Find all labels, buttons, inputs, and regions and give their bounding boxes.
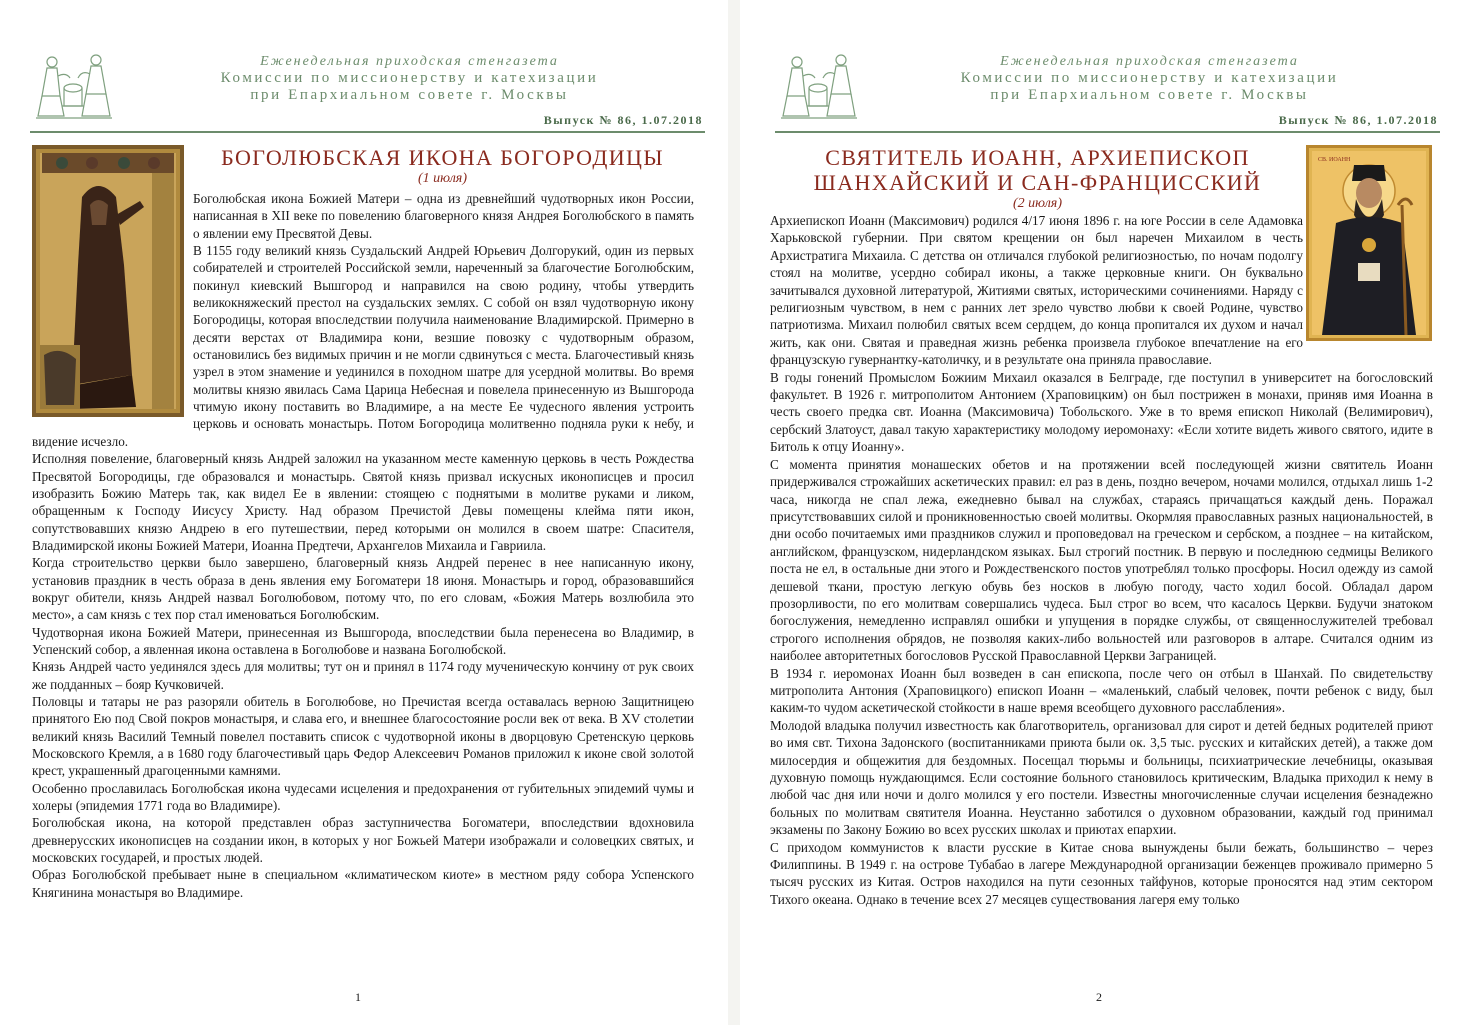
- article-header: [775, 145, 1300, 212]
- samaritan-woman-logo-icon: [775, 48, 861, 122]
- paragraph: Чудотворная икона Божией Матери, принесенная из Вышгорода, впоследствии была перенесена во Владимир, в Успенский собор, а явленная икона оставлена в Боголюбове и названа Боголюбской.: [32, 624, 694, 657]
- paragraph: Половцы и татары не раз разоряли обитель в Боголюбове, но Пречистая всегда оставалась верною Защитницею принятого Ею под Свой покров монастыря, и слава его, и внешнее благосостояние росли век от века. В XV столетии великий князь Василий Темный повелел поставить список с чудотворной иконы в дворцовую Сретенскую церковь Московского Кремля, а в 1680 году благочестивый царь Федор Алексеевич Романов приложил к иконе свой золотой крест, украшенный драгоценными камнями.: [32, 693, 694, 779]
- issue-number: Выпуск № 86, 1.07.2018: [1278, 113, 1438, 127]
- issue-number: Выпуск № 86, 1.07.2018: [543, 113, 703, 127]
- page-gutter: [728, 0, 740, 1025]
- page-number: 2: [1096, 990, 1102, 1004]
- paragraph: Боголюбская икона Божией Матери – одна из древнейший чудотворных икон России, написанная в XII веке по повелению благоверного князя Андрея Боголюбского в память о явлении ему Пресвятой Девы.: [193, 191, 694, 241]
- masthead-line-1: Еженедельная приходская стенгазета: [260, 54, 559, 69]
- paragraph: В 1155 году великий князь Суздальский Андрей Юрьевич Долгорукий, один из первых собирателей и строителей Российской земли, нареченный за благочестие Боголюбским, покинул киевский Вышгород и направился на свою родину, чтобы утвердить великокняжеский престол на суздальских землях. С собой он взял чудотворную икону Богородицы, которая впоследствии получила наименование Владимирской. Примерно в десяти верстах от Владимира кони, везшие повозку с чудотворным образом, остановились без видимых причин и не могли сдвинуться с места. Благочестивый князь узрел в этом знамение и уединился в походном шатре для усердной молитвы. Во время молитвы князю явилась Сама Царица Небесная и повелела принесенную из Вышгорода чтимую икону поставить во Владимире, а на месте Ее чудесного явления устроить церковь и основать монастырь. Потом Богородица молитвенно подняла руки к небу, и видение исчезло.: [32, 243, 694, 449]
- article-title-line-1: СВЯТИТЕЛЬ ИОАНН, АРХИЕПИСКОП: [825, 145, 1250, 170]
- masthead: [775, 48, 1440, 130]
- masthead: [30, 48, 705, 130]
- paragraph: В 1934 г. иеромонах Иоанн был возведен в сан епископа, после чего он отбыл в Шанхай. По свидетельству митрополита Антония (Храповицкого) епископ Иоанн – «маленький, слабый человек, почти ребенок с виду, был каким-то чудом аскетической стойкости в наше время всеобщего духовного расслабления».: [770, 665, 1433, 716]
- samaritan-woman-logo-icon: [30, 48, 116, 122]
- masthead-line-2: Комиссии по миссионерству и катехизации: [960, 70, 1339, 86]
- article-body: [32, 190, 694, 901]
- paragraph: Особенно прославилась Боголюбская икона чудесами исцеления и предохранения от губительных эпидемий чумы и холеры (эпидемия 1771 года во Владимире).: [32, 780, 694, 814]
- masthead-line-3: при Епархиальном совете г. Москвы: [990, 87, 1309, 103]
- masthead-divider: [775, 131, 1440, 133]
- masthead-line-1: Еженедельная приходская стенгазета: [1000, 54, 1299, 69]
- page-number: 1: [355, 990, 361, 1004]
- paragraph: С приходом коммунистов к власти русские в Китае снова вынуждены были бежать, большинство – через Филиппины. В 1949 г. на острове Тубабао в лагере Международной организации беженцев проживало примерно 5 тысяч русских из Китая. Остров находился на пути сезонных тайфунов, которые проносятся над этим сектором Тихого океана. Однако в течение всех 27 месяцев существования лагеря ему только: [770, 839, 1433, 907]
- article-title-line-2: ШАНХАЙСКИЙ И САН-ФРАНЦИССКИЙ: [813, 170, 1262, 195]
- svg-text:СВ. ИОАНН: СВ. ИОАНН: [1318, 157, 1351, 163]
- article-title: БОГОЛЮБСКАЯ ИКОНА БОГОРОДИЦЫ: [221, 145, 664, 170]
- paragraph: В годы гонений Промыслом Божиим Михаил оказался в Белграде, где поступил в университет на богословский факультет. В 1926 г. митрополитом Антонием (Храповицким) он был пострижен в монахи, приняв имя Иоанна в честь своего предка свт. Иоанна (Максимовича) Тобольского. Уже в то время епископ Николай (Велимирович), сербский Златоуст, давал такую характеристику молодому иеромонаху: «Если хотите видеть живого святого, идите в Битоль к отцу Иоанну».: [770, 369, 1433, 455]
- article-header: [190, 145, 695, 187]
- article-date: (2 июля): [1013, 196, 1062, 211]
- paragraph: Исполняя повеление, благоверный князь Андрей заложил на указанном месте каменную церковь в честь Рождества Пресвятой Богородицы, где образовался и монастырь. Святой князь призвал искусных иконописцев и просил изобразить Божию Матерь так, как видел Ее в явлении: стоящею с поднятыми в молитве руками и ликом, обращенным к Господу Иисусу Христу. Над образом Пречистой Девы помещены клейма пяти икон, сопутствовавших князю Андрею в его путешествии, перед которыми он молился в своем шатре: Спасителя, Владимирской иконы Божией Матери, Иоанна Предтечи, Архангелов Михаила и Гавриила.: [32, 451, 694, 553]
- paragraph: Молодой владыка получил известность как благотворитель, организовал для сирот и детей бедных родителей приют во имя свт. Тихона Задонского (воспитанниками приюта были ок. 3,5 тыс. русских и китайских детей), а также дом милосердия и общежития для бездомных. Посещал тюрьмы и больницы, психиатрические лечебницы, оказывая духовную помощь нуждающимся. Если состояние больного становилось критическим, Владыка приходил к нему в любой час дня или ночи и долго молился у его постели. Известны многочисленные случаи исцеления безнадежно больных по молитвам святителя Иоанна. Неустанно заботился о духовном образовании, каждый год принимал экзамены по Закону Божию во всех русских школах и приютах епархии.: [770, 717, 1433, 838]
- masthead-divider: [30, 131, 705, 133]
- page-2: [740, 0, 1468, 1025]
- article-body: [770, 212, 1433, 908]
- masthead-line-3: при Епархиальном совете г. Москвы: [250, 87, 569, 103]
- masthead-line-2: Комиссии по миссионерству и катехизации: [220, 70, 599, 86]
- paragraph: Боголюбская икона, на которой представлен образ заступничества Богоматери, впоследствии вдохновила древнерусских иконописцев на создании икон, в которых у ног Божьей Матери изображали и соловецких святых, и московских государей, и простых людей.: [32, 815, 694, 866]
- article-date: (1 июля): [418, 171, 467, 186]
- paragraph: Когда строительство церкви было завершено, благоверный князь Андрей перенес в нее написанную икону, установив праздник в честь образа в день явления ему Богоматери 18 июня. Монастырь и город, образовавшийся вокруг обители, князь Андрей назвал Боголюбовом, потому что, по его словам, «Божия Матерь возлюбила это место», а сам князь с тех пор стал именоваться Боголюбским.: [32, 555, 694, 623]
- paragraph: Князь Андрей часто уединялся здесь для молитвы; тут он и принял в 1174 году мученическую кончину от рук своих же подданных – бояр Кучковичей.: [32, 659, 694, 692]
- paragraph: Архиепископ Иоанн (Максимович) родился 4/17 июня 1896 г. на юге России в селе Адамовка Харьковской губернии. При святом крещении он был наречен Михаилом в честь Архистратига Михаила. С детства он отличался глубокой религиозностью, по ночам подолгу стоял на молитве, усердно собирал иконы, а также церковные книги. Он буквально зачитывался духовной литературой, Житиями святых, историческими сочинениями. Наряду с религиозным чувством, в нем с ранних лет зрело чувство любви к своей Родине, чувство патриотизма. Михаил полюбил святых всем сердцем, до конца пропитался их духом и начал жить, как они. Святая и праведная жизнь ребенка произвела глубокое впечатление на его французскую гувернантку-католичку, и в результате она приняла православие.: [770, 213, 1303, 368]
- paragraph: С момента принятия монашеских обетов и на протяжении всей последующей жизни святитель Иоанн придерживался строжайших аскетических правил: ел раз в день, поздно вечером, ночами молился, отдыхал лишь 1-2 часа, никогда не спал лежа, ежедневно бывал на службах, стараясь причащаться каждый день. Поражал присутствовавших силой и проникновенностью своей молитвы. Окормляя православных разных национальностей, в дни особо почитаемых ими праздников служил и проповедовал на греческом и сербском, а позднее – на китайском, английском, французском, нидерландском языках. Был строгий постник. В первую и последнюю седмицы Великого поста не ел, в остальные дни этого и Рождественского постов употреблял только просфоры. Носил одежду из самой дешевой ткани, простую легкую обувь без носков в любую погоду, часто ходил босой. Обладал даром прозорливости, по его молитвам совершались чудеса. Был строг во всем, что касалось Церкви. Будучи знатоком богослужения, немедленно исправлял ошибки и упущения в порядке службы, от священнослужителей требовал строгого исполнения обрядов, не позволяя каких-либо вольностей или разговоров в алтаре. Считался одним из наиболее авторитетных богословов Русской Православной Церкви Заграницей.: [770, 456, 1433, 664]
- page-1: [0, 0, 728, 1025]
- paragraph: Образ Боголюбской пребывает ныне в специальном «климатическом киоте» в местном ряду собора Успенского Княгинина монастыря во Владимире.: [32, 867, 694, 900]
